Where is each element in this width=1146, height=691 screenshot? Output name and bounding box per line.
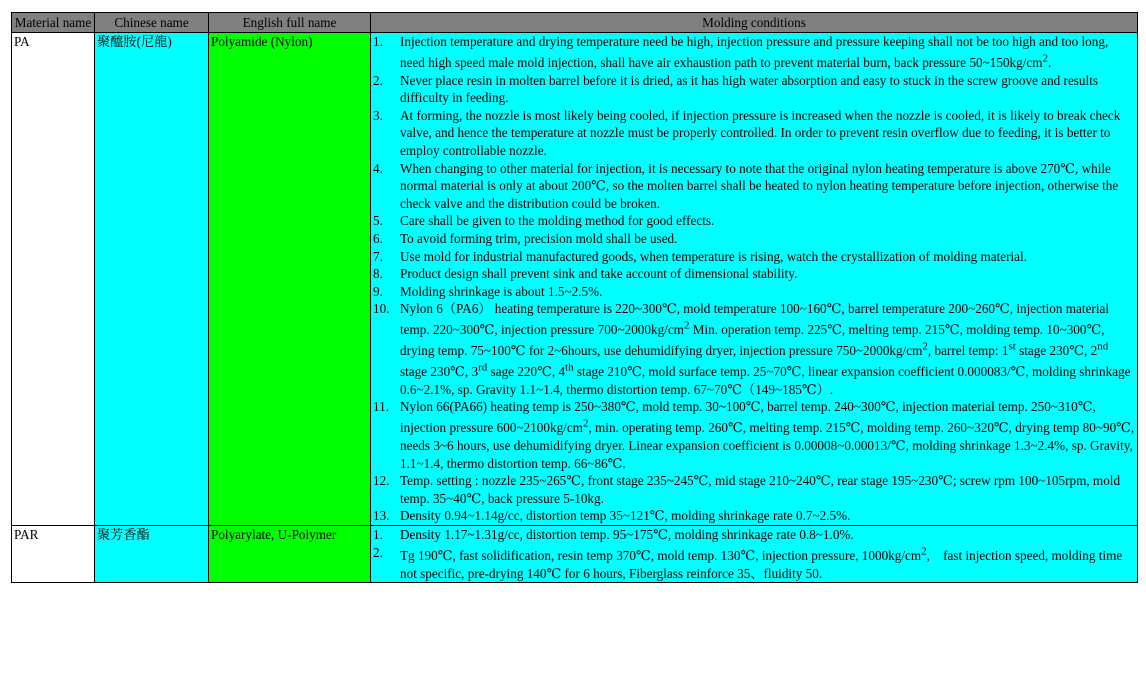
list-item-text: Tg 190℃, fast solidification, resin temp 370℃, mold temp. 130℃, injection pressure, $1000kg/cm^2$, fast injection speed, molding time not specific, pre-drying 140℃ for 6 hours, Fiberglass reinforce 35、fluidity 50.: [400, 545, 1123, 581]
list-item: [373, 472, 1135, 507]
table-row-pa: [12, 33, 1138, 526]
list-item: [373, 300, 1135, 398]
list-item: [373, 248, 1135, 266]
list-item: [373, 160, 1135, 213]
list-item-text: At forming, the nozzle is most likely being cooled, if injection pressure is increased when the nozzle is cooled, it is likely to break check valve, and hence the temperature at nozzle must be properly controlled. In order to prevent resin overflow due to feeding, it is better to employ controllable nozzle.: [400, 107, 1121, 158]
list-item-text: Nylon 66(PA66) heating temp is 250~380℃, mold temp. 30~100℃, barrel temp. 240~300℃, injection material temp. 250~310℃, injection pressure $600\sim 2100kg/cm^2$, min. operating temp. 260℃, melting temp. 215℃, molding temp. 260~320℃, drying temp 80~90℃, needs 3~6 hours, use dehumidifying dryer. Linear expansion coefficient is 0.00008~0.00013/℃, molding shrinkage 1.3~2.4%, sp. Gravity, 1.1~1.4, thermo distortion temp. 66~86℃.: [400, 399, 1135, 471]
list-item: [373, 107, 1135, 160]
list-item-text: Use mold for industrial manufactured goods, when temperature is rising, watch the crystallization of molding material.: [400, 248, 1027, 264]
list-item-number: 3.: [373, 107, 383, 123]
list-item-text: Temp. setting : nozzle 235~265℃, front stage 235~245℃, mid stage 210~240℃, rear stage 195~230℃; screw rpm 100~105rpm, mold temp. 35~40℃, back pressure 5-10kg.: [400, 473, 1121, 506]
list-item: [373, 72, 1135, 107]
list-item: [373, 33, 1135, 72]
chinese-name-cell: 聚芳香酯: [95, 525, 209, 582]
list-item-text: Never place resin in molten barrel before it is dried, as it has high water absorption and easy to stuck in the screw groove and results difficulty in feeding.: [400, 72, 1098, 106]
list-item-number: 10.: [373, 301, 390, 317]
list-item: [373, 283, 1135, 301]
list-item-number: 12.: [373, 473, 390, 489]
english-name-cell: Polyarylate, U-Polymer: [209, 525, 371, 582]
conditions-list: [373, 33, 1135, 525]
chinese-name-cell: 聚醯胺(尼龍): [95, 33, 209, 526]
molding-conditions-cell: [371, 33, 1138, 526]
list-item: [373, 265, 1135, 283]
list-item: [373, 507, 1135, 525]
list-item-text: When changing to other material for injection, it is necessary to note that the original nylon heating temperature is above 270℃, while normal material is only at about 200℃, so the molten barrel shall be heated to nylon heating temperature before injection, otherwise the check valve and the distribution could be broken.: [400, 160, 1119, 211]
list-item-text: Care shall be given to the molding method for good effects.: [400, 213, 715, 229]
list-item: [373, 526, 1135, 544]
conditions-list: [373, 526, 1135, 582]
list-item-text: To avoid forming trim, precision mold shall be used.: [400, 230, 678, 246]
list-item-text: Product design shall prevent sink and take account of dimensional stability.: [400, 266, 798, 282]
header-chinese-name: Chinese name: [95, 13, 209, 33]
list-item: [373, 398, 1135, 472]
list-item-number: 7.: [373, 248, 383, 264]
list-item-text: Nylon 6（PA6） heating temperature is 220~300℃, mold temperature 100~160℃, barrel temperature 200~260℃, injection material temp. 220~300℃, injection pressure $700\sim 2000kg/cm^2$ Min. operation temp. 225℃, melting temp. 215℃, molding temp. 10~300℃, drying temp. 75~100℃ for 2~6hours, use dehumidifying dryer, injection pressure $750\sim 2000kg/cm^2$, barrel temp: 1st stage 230℃, 2nd stage 230℃, 3rd sage 220℃, 4th stage 210℃, mold surface temp. 25~70℃, linear expansion coefficient 0.000083/℃, molding shrinkage 0.6~2.1%, sp. Gravity 1.1~1.4, thermo distortion temp. 67~70℃（149~185℃）.: [400, 301, 1131, 397]
english-name-cell: Polyamide (Nylon): [209, 33, 371, 526]
list-item-text: Injection temperature and drying temperature need be high, injection pressure and pressure keeping shall not be too high and too long, need high speed male mold injection, shall have air exhaustion path to prevent material burn, back pressure $50\sim 150kg/cm^2$.: [400, 34, 1109, 70]
table-row-par: [12, 525, 1138, 582]
list-item-number: 4.: [373, 160, 383, 176]
list-item-text: Density 0.94~1.14g/cc, distortion temp 35~121℃, molding shrinkage rate 0.7~2.5%.: [400, 508, 851, 524]
header-row: [12, 13, 1138, 33]
list-item-number: 2.: [373, 72, 383, 88]
material-code-cell: PAR: [12, 525, 95, 582]
molding-conditions-table: [11, 12, 1138, 583]
list-item-number: 1.: [373, 34, 383, 49]
header-material-name: Material name: [12, 13, 95, 33]
list-item-number: 5.: [373, 213, 383, 229]
list-item-text: Molding shrinkage is about 1.5~2.5%.: [400, 283, 603, 299]
list-item-number: 6.: [373, 230, 383, 246]
list-item-text: Density 1.17~1.31g/cc, distortion temp. 95~175℃, molding shrinkage rate 0.8~1.0%.: [400, 526, 854, 542]
material-code-cell: PA: [12, 33, 95, 526]
list-item-number: 1.: [373, 526, 383, 542]
list-item-number: 13.: [373, 508, 390, 524]
list-item: [373, 230, 1135, 248]
header-english-full-name: English full name: [209, 13, 371, 33]
list-item: [373, 212, 1135, 230]
list-item: [373, 544, 1135, 583]
list-item-number: 9.: [373, 283, 383, 299]
list-item-number: 8.: [373, 266, 383, 282]
list-item-number: 2.: [373, 544, 383, 560]
header-molding-conditions: Molding conditions: [371, 13, 1138, 33]
molding-conditions-cell: [371, 525, 1138, 582]
list-item-number: 11.: [373, 399, 389, 415]
